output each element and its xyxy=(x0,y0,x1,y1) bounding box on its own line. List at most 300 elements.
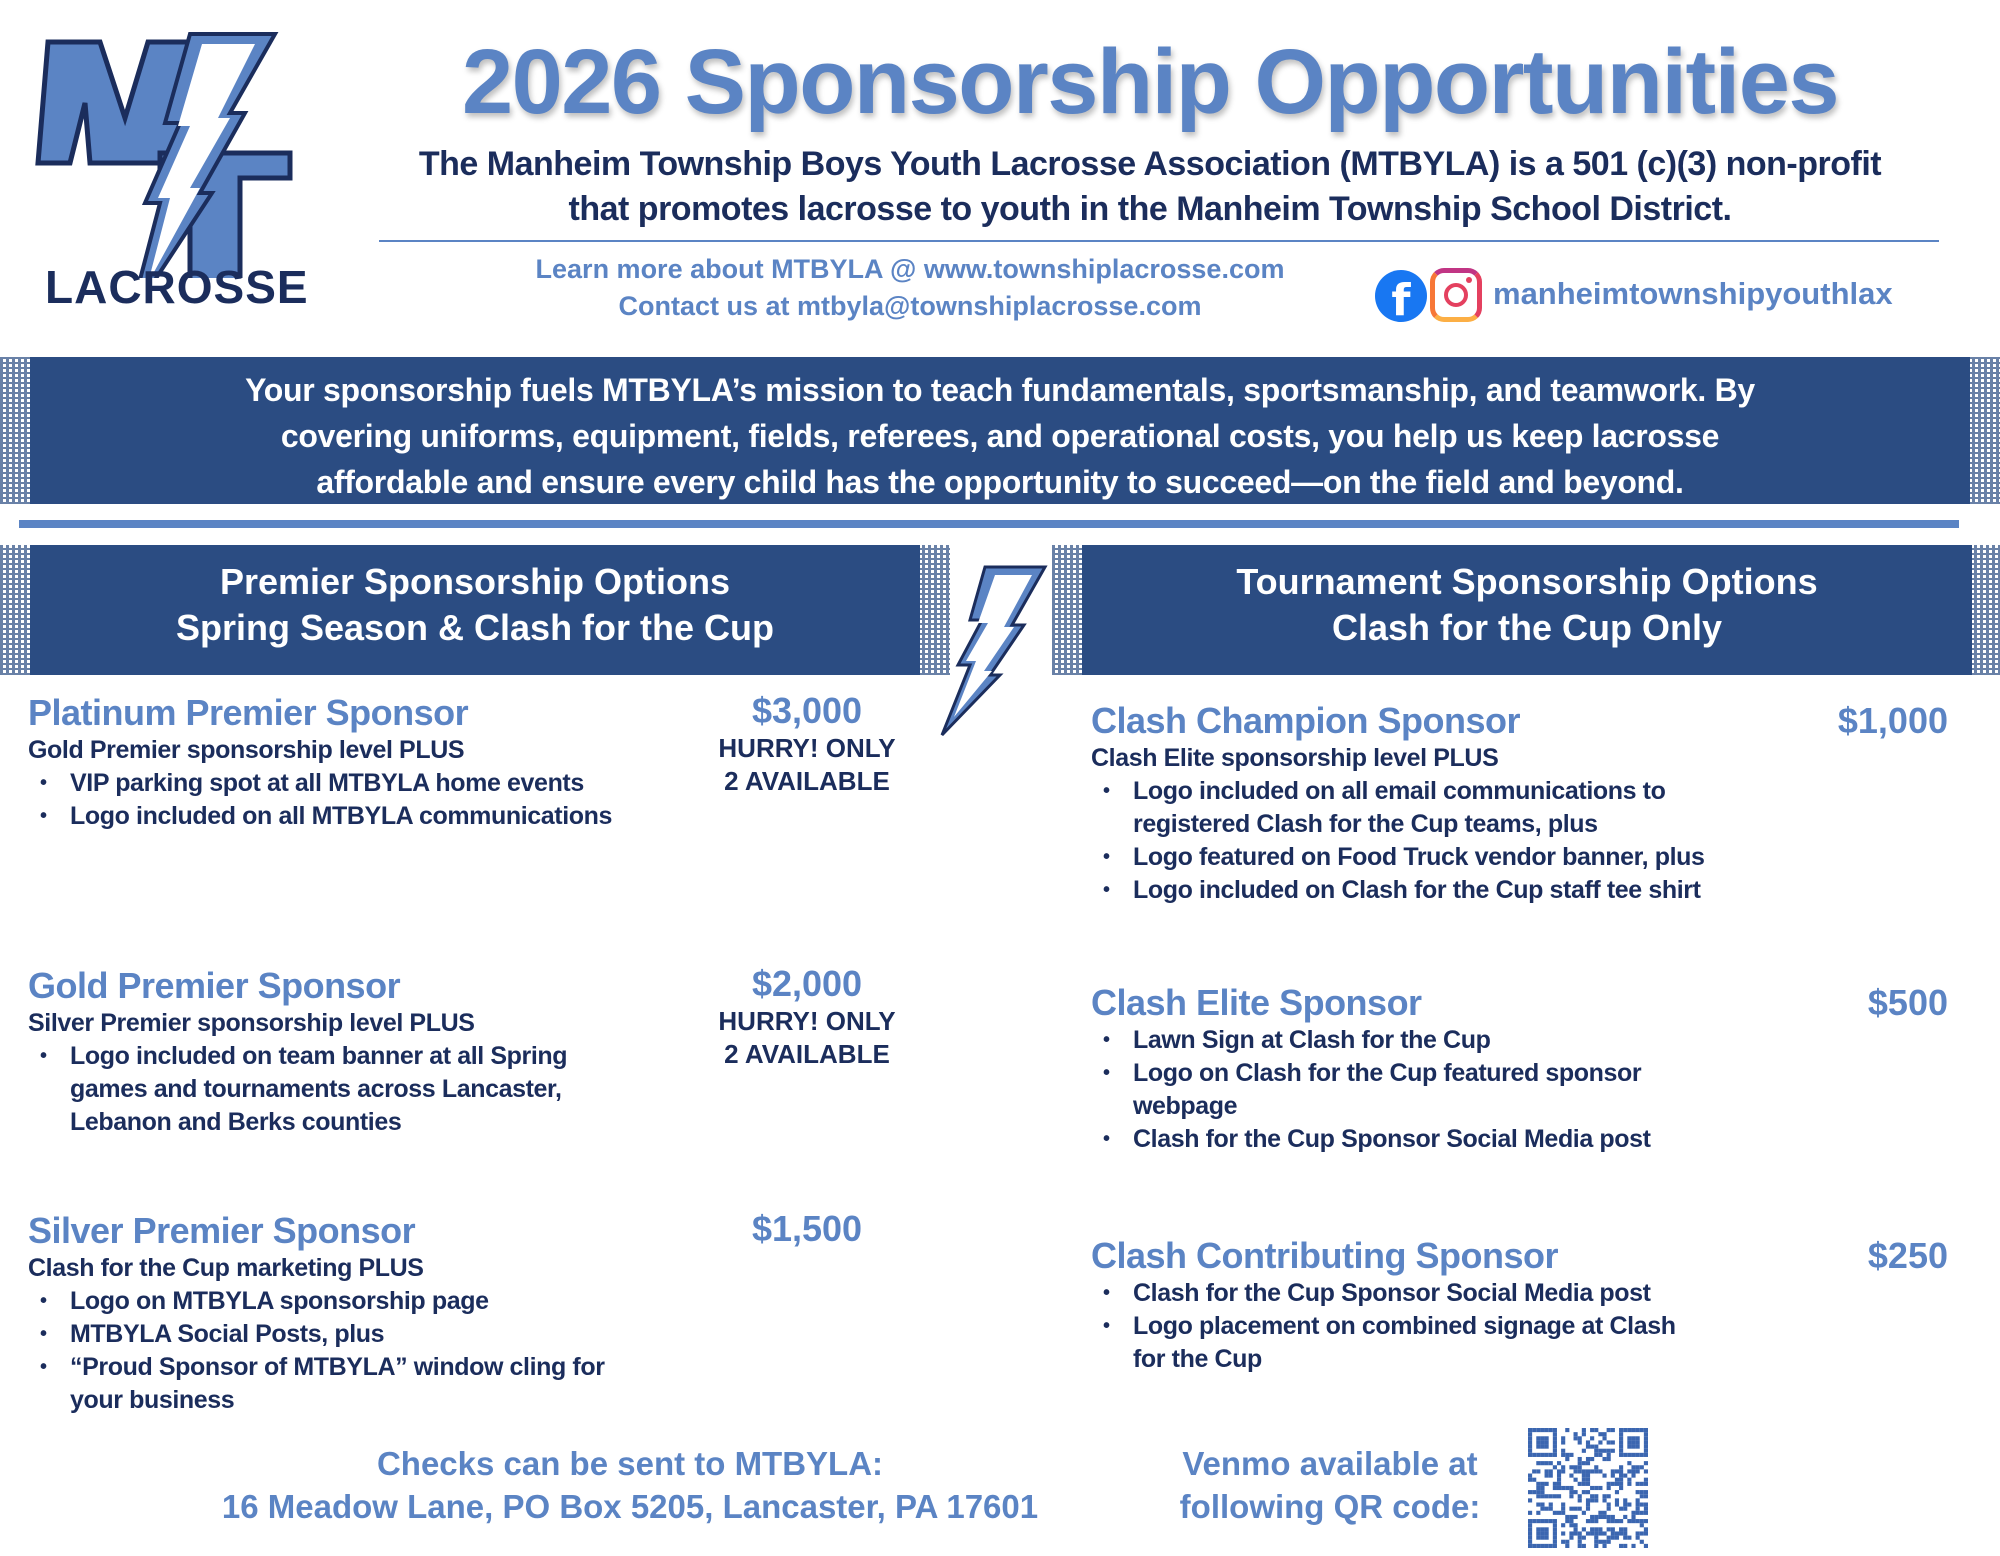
tier-base: Clash for the Cup marketing PLUS xyxy=(28,1254,424,1282)
venmo-line-2: following QR code: xyxy=(1179,1488,1481,1525)
premier-heading-line-1: Premier Sponsorship Options xyxy=(219,561,731,602)
qr-module xyxy=(1594,1544,1598,1548)
tier-title: Clash Elite Sponsor xyxy=(1091,982,1422,1023)
qr-module xyxy=(1540,1482,1544,1486)
qr-module xyxy=(1619,1440,1623,1444)
subtitle-line-2: that promotes lacrosse to youth in the Manheim Township School District. xyxy=(568,190,1732,228)
qr-module xyxy=(1586,1498,1590,1502)
qr-module xyxy=(1540,1527,1544,1531)
qr-module xyxy=(1545,1482,1549,1486)
qr-module xyxy=(1540,1440,1544,1444)
qr-module xyxy=(1578,1461,1582,1465)
qr-module xyxy=(1627,1428,1631,1432)
availability-note: HURRY! ONLY xyxy=(718,733,896,763)
qr-module xyxy=(1528,1536,1532,1540)
qr-module xyxy=(1644,1445,1648,1449)
qr-module xyxy=(1607,1540,1611,1544)
qr-module xyxy=(1598,1469,1602,1473)
checks-line-2: 16 Meadow Lane, PO Box 5205, Lancaster, PA 17601 xyxy=(221,1488,1039,1525)
tier-benefit: • Logo on Clash for the Cup featured sponsor xyxy=(1091,1057,1811,1090)
qr-module xyxy=(1644,1428,1648,1432)
qr-module xyxy=(1594,1515,1598,1519)
qr-module xyxy=(1640,1531,1644,1535)
qr-module xyxy=(1586,1507,1590,1511)
venmo-line-1: Venmo available at xyxy=(1182,1445,1478,1482)
qr-module xyxy=(1578,1507,1582,1511)
qr-module xyxy=(1640,1519,1644,1523)
tier-benefit: • Logo featured on Food Truck vendor banner, plus xyxy=(1091,841,1811,874)
qr-module xyxy=(1545,1428,1549,1432)
qr-module xyxy=(1536,1445,1540,1449)
qr-module xyxy=(1528,1474,1532,1478)
qr-module xyxy=(1594,1469,1598,1473)
qr-module xyxy=(1549,1469,1553,1473)
qr-module xyxy=(1631,1453,1635,1457)
tier-benefit: • Clash for the Cup Sponsor Social Media post xyxy=(1091,1123,1811,1156)
qr-module xyxy=(1640,1490,1644,1494)
qr-module xyxy=(1615,1531,1619,1535)
qr-module xyxy=(1540,1445,1544,1449)
qr-module xyxy=(1586,1519,1590,1523)
qr-module xyxy=(1545,1527,1549,1531)
qr-module xyxy=(1636,1531,1640,1535)
qr-module xyxy=(1602,1540,1606,1544)
qr-module xyxy=(1602,1474,1606,1478)
qr-module xyxy=(1611,1531,1615,1535)
qr-module xyxy=(1528,1519,1532,1523)
tier-base: Silver Premier sponsorship level PLUS xyxy=(28,1009,475,1037)
qr-module xyxy=(1627,1469,1631,1473)
qr-module xyxy=(1598,1432,1602,1436)
qr-module xyxy=(1565,1428,1569,1432)
qr-module xyxy=(1602,1515,1606,1519)
qr-module xyxy=(1574,1507,1578,1511)
qr-module xyxy=(1590,1494,1594,1498)
qr-module xyxy=(1557,1478,1561,1482)
qr-module xyxy=(1611,1515,1615,1519)
qr-module xyxy=(1602,1544,1606,1548)
mission-line-3: affordable and ensure every child has the opportunity to succeed—on the field and beyond. xyxy=(316,464,1684,500)
qr-module xyxy=(1644,1531,1648,1535)
qr-module xyxy=(1578,1469,1582,1473)
qr-module xyxy=(1536,1511,1540,1515)
tier-title: Gold Premier Sponsor xyxy=(28,965,401,1006)
qr-module xyxy=(1619,1432,1623,1436)
mt-lacrosse-logo xyxy=(30,28,309,318)
qr-module xyxy=(1590,1486,1594,1490)
qr-module xyxy=(1623,1527,1627,1531)
qr-module xyxy=(1623,1507,1627,1511)
qr-module xyxy=(1561,1453,1565,1457)
qr-module xyxy=(1545,1474,1549,1478)
qr-module xyxy=(1553,1436,1557,1440)
qr-module xyxy=(1644,1519,1648,1523)
qr-module xyxy=(1644,1544,1648,1548)
qr-module xyxy=(1636,1498,1640,1502)
clash-contributing-tier xyxy=(1091,1235,1811,1376)
qr-module xyxy=(1569,1494,1573,1498)
tier-benefit-continued: your business xyxy=(70,1386,235,1414)
qr-module xyxy=(1598,1531,1602,1535)
qr-module xyxy=(1532,1453,1536,1457)
qr-module xyxy=(1536,1428,1540,1432)
qr-module xyxy=(1569,1486,1573,1490)
qr-module xyxy=(1561,1486,1565,1490)
qr-module xyxy=(1532,1544,1536,1548)
qr-module xyxy=(1549,1507,1553,1511)
qr-module xyxy=(1602,1494,1606,1498)
qr-module xyxy=(1540,1494,1544,1498)
qr-module xyxy=(1619,1478,1623,1482)
qr-module xyxy=(1607,1527,1611,1531)
tier-benefit: • Logo included on all email communications to xyxy=(1091,775,1811,808)
tier-price: $2,000 xyxy=(751,963,863,1004)
qr-module xyxy=(1623,1453,1627,1457)
qr-module xyxy=(1574,1515,1578,1519)
contact-email-link[interactable]: Contact us at mtbyla@townshiplacrosse.com xyxy=(618,291,1202,321)
qr-module xyxy=(1557,1461,1561,1465)
qr-module xyxy=(1528,1544,1532,1548)
tier-benefit: • VIP parking spot at all MTBYLA home events xyxy=(28,767,688,800)
qr-module xyxy=(1549,1494,1553,1498)
qr-module xyxy=(1615,1490,1619,1494)
tier-price: $250 xyxy=(1867,1235,1948,1276)
qr-module xyxy=(1528,1440,1532,1444)
qr-module xyxy=(1644,1449,1648,1453)
qr-module xyxy=(1640,1511,1644,1515)
qr-module xyxy=(1631,1440,1635,1444)
qr-module xyxy=(1631,1515,1635,1519)
qr-module xyxy=(1602,1432,1606,1436)
qr-module xyxy=(1553,1465,1557,1469)
venmo-note xyxy=(1150,1442,1510,1528)
qr-module xyxy=(1631,1436,1635,1440)
qr-module xyxy=(1578,1440,1582,1444)
qr-module xyxy=(1586,1461,1590,1465)
qr-module xyxy=(1607,1515,1611,1519)
mission-line-2: covering uniforms, equipment, fields, referees, and operational costs, you help us keep lacrosse xyxy=(280,418,1720,454)
qr-module xyxy=(1565,1519,1569,1523)
qr-module xyxy=(1611,1449,1615,1453)
qr-module xyxy=(1590,1436,1594,1440)
qr-module xyxy=(1640,1502,1644,1506)
qr-module xyxy=(1607,1507,1611,1511)
qr-module xyxy=(1594,1486,1598,1490)
qr-module xyxy=(1582,1461,1586,1465)
tier-title: Clash Contributing Sponsor xyxy=(1091,1235,1558,1276)
tier-benefit-continued: games and tournaments across Lancaster, xyxy=(70,1075,562,1103)
qr-module xyxy=(1627,1536,1631,1540)
qr-module xyxy=(1586,1531,1590,1535)
qr-module xyxy=(1569,1519,1573,1523)
qr-module xyxy=(1598,1527,1602,1531)
qr-module xyxy=(1528,1449,1532,1453)
qr-module xyxy=(1623,1498,1627,1502)
tier-benefit-continued: registered Clash for the Cup teams, plus xyxy=(1133,810,1598,838)
qr-module xyxy=(1636,1440,1640,1444)
qr-module xyxy=(1582,1490,1586,1494)
qr-module xyxy=(1536,1436,1540,1440)
facebook-icon[interactable]: f xyxy=(1375,270,1427,322)
qr-module xyxy=(1561,1523,1565,1527)
qr-module xyxy=(1586,1482,1590,1486)
qr-module xyxy=(1636,1445,1640,1449)
qr-module xyxy=(1615,1478,1619,1482)
qr-module xyxy=(1549,1461,1553,1465)
social-handle-link[interactable]: manheimtownshipyouthlax xyxy=(1493,276,1893,311)
qr-module xyxy=(1557,1494,1561,1498)
qr-module xyxy=(1636,1436,1640,1440)
qr-module xyxy=(1611,1469,1615,1473)
qr-module xyxy=(1532,1469,1536,1473)
qr-module xyxy=(1540,1428,1544,1432)
qr-module xyxy=(1574,1469,1578,1473)
qr-module xyxy=(1611,1519,1615,1523)
instagram-icon[interactable] xyxy=(1430,268,1482,322)
qr-module xyxy=(1594,1494,1598,1498)
qr-module xyxy=(1607,1440,1611,1444)
qr-module xyxy=(1561,1465,1565,1469)
qr-module xyxy=(1586,1478,1590,1482)
qr-module xyxy=(1528,1428,1532,1432)
qr-module xyxy=(1619,1482,1623,1486)
tier-benefit: • “Proud Sponsor of MTBYLA” window cling for xyxy=(28,1351,708,1384)
qr-module xyxy=(1636,1519,1640,1523)
qr-module xyxy=(1602,1498,1606,1502)
lightning-bolt-icon xyxy=(940,565,1050,737)
qr-module xyxy=(1598,1515,1602,1519)
qr-module xyxy=(1540,1436,1544,1440)
qr-module xyxy=(1540,1519,1544,1523)
qr-module xyxy=(1619,1436,1623,1440)
qr-module xyxy=(1586,1445,1590,1449)
qr-module xyxy=(1586,1440,1590,1444)
qr-module xyxy=(1582,1544,1586,1548)
qr-module xyxy=(1578,1465,1582,1469)
qr-module xyxy=(1561,1449,1565,1453)
header-divider xyxy=(379,240,1939,242)
qr-module xyxy=(1574,1465,1578,1469)
qr-module xyxy=(1627,1436,1631,1440)
qr-module xyxy=(1607,1494,1611,1498)
qr-module xyxy=(1594,1531,1598,1535)
qr-module xyxy=(1607,1482,1611,1486)
qr-module xyxy=(1615,1469,1619,1473)
qr-module xyxy=(1553,1445,1557,1449)
qr-module xyxy=(1545,1461,1549,1465)
venmo-qr-code-icon[interactable] xyxy=(1528,1428,1648,1548)
tier-benefit: • Logo on MTBYLA sponsorship page xyxy=(28,1285,708,1318)
qr-module xyxy=(1561,1502,1565,1506)
qr-module xyxy=(1636,1502,1640,1506)
tier-benefit: • Logo included on all MTBYLA communications xyxy=(28,800,688,833)
qr-module xyxy=(1615,1536,1619,1540)
logo-text: LACROSSE xyxy=(45,261,309,313)
qr-module xyxy=(1545,1445,1549,1449)
qr-module xyxy=(1565,1540,1569,1544)
qr-module xyxy=(1553,1523,1557,1527)
qr-module xyxy=(1594,1527,1598,1531)
qr-module xyxy=(1627,1482,1631,1486)
clash-elite-tier xyxy=(1091,982,1811,1156)
qr-module xyxy=(1590,1515,1594,1519)
qr-module xyxy=(1619,1519,1623,1523)
qr-module xyxy=(1636,1453,1640,1457)
qr-module xyxy=(1615,1519,1619,1523)
qr-module xyxy=(1574,1527,1578,1531)
qr-module xyxy=(1636,1469,1640,1473)
qr-module xyxy=(1594,1453,1598,1457)
qr-module xyxy=(1619,1474,1623,1478)
qr-module xyxy=(1536,1519,1540,1523)
qr-module xyxy=(1557,1486,1561,1490)
learn-more-link[interactable]: Learn more about MTBYLA @ www.townshiplacrosse.com xyxy=(535,254,1285,284)
qr-module xyxy=(1623,1531,1627,1535)
qr-module xyxy=(1536,1486,1540,1490)
qr-module xyxy=(1569,1507,1573,1511)
qr-module xyxy=(1640,1540,1644,1544)
qr-module xyxy=(1598,1540,1602,1544)
qr-module xyxy=(1602,1449,1606,1453)
qr-module xyxy=(1549,1453,1553,1457)
tier-price: $500 xyxy=(1867,982,1948,1023)
qr-module xyxy=(1627,1445,1631,1449)
qr-module xyxy=(1545,1469,1549,1473)
premier-section-header xyxy=(30,545,920,675)
qr-module xyxy=(1536,1469,1540,1473)
qr-module xyxy=(1553,1440,1557,1444)
qr-module xyxy=(1582,1478,1586,1482)
qr-module xyxy=(1619,1531,1623,1535)
qr-module xyxy=(1607,1502,1611,1506)
qr-module xyxy=(1611,1474,1615,1478)
qr-module xyxy=(1574,1490,1578,1494)
tier-benefit: • Logo placement on combined signage at Clash xyxy=(1091,1310,1811,1343)
qr-module xyxy=(1619,1465,1623,1469)
qr-module xyxy=(1636,1511,1640,1515)
qr-module xyxy=(1615,1482,1619,1486)
qr-module xyxy=(1623,1502,1627,1506)
qr-module xyxy=(1594,1540,1598,1544)
tier-benefit: • Lawn Sign at Clash for the Cup xyxy=(1091,1024,1811,1057)
qr-module xyxy=(1582,1469,1586,1473)
qr-module xyxy=(1582,1432,1586,1436)
qr-module xyxy=(1607,1519,1611,1523)
qr-module xyxy=(1569,1523,1573,1527)
qr-module xyxy=(1640,1465,1644,1469)
qr-module xyxy=(1590,1428,1594,1432)
qr-module xyxy=(1640,1428,1644,1432)
qr-module xyxy=(1536,1461,1540,1465)
qr-module xyxy=(1545,1544,1549,1548)
qr-module xyxy=(1590,1519,1594,1523)
qr-module xyxy=(1536,1453,1540,1457)
qr-module xyxy=(1578,1494,1582,1498)
qr-module xyxy=(1557,1474,1561,1478)
qr-module xyxy=(1578,1457,1582,1461)
qr-module xyxy=(1623,1428,1627,1432)
qr-module xyxy=(1532,1478,1536,1482)
qr-module xyxy=(1640,1523,1644,1527)
qr-module xyxy=(1586,1490,1590,1494)
qr-module xyxy=(1569,1453,1573,1457)
qr-module xyxy=(1627,1478,1631,1482)
qr-module xyxy=(1528,1540,1532,1544)
mt-lightning-logo-icon xyxy=(30,28,300,278)
qr-module xyxy=(1636,1465,1640,1469)
availability-note: 2 AVAILABLE xyxy=(724,766,890,796)
qr-module xyxy=(1578,1544,1582,1548)
qr-module xyxy=(1631,1474,1635,1478)
qr-module xyxy=(1569,1515,1573,1519)
qr-module xyxy=(1545,1436,1549,1440)
qr-module xyxy=(1561,1440,1565,1444)
qr-module xyxy=(1644,1436,1648,1440)
qr-module xyxy=(1644,1469,1648,1473)
qr-module xyxy=(1586,1457,1590,1461)
qr-module xyxy=(1586,1474,1590,1478)
qr-module xyxy=(1602,1531,1606,1535)
subtitle-line-1: The Manheim Township Boys Youth Lacrosse Association (MTBYLA) is a 501 (c)(3) non-profit xyxy=(418,145,1882,183)
qr-module xyxy=(1594,1449,1598,1453)
qr-module xyxy=(1636,1536,1640,1540)
qr-module xyxy=(1553,1544,1557,1548)
qr-module xyxy=(1553,1432,1557,1436)
page-title: 2026 Sponsorship Opportunities xyxy=(461,31,1839,133)
qr-module xyxy=(1553,1486,1557,1490)
qr-module xyxy=(1574,1531,1578,1535)
qr-module xyxy=(1602,1511,1606,1515)
qr-module xyxy=(1528,1453,1532,1457)
qr-module xyxy=(1545,1536,1549,1540)
tier-price: $1,000 xyxy=(1837,700,1948,741)
qr-module xyxy=(1631,1511,1635,1515)
qr-module xyxy=(1545,1519,1549,1523)
qr-module xyxy=(1528,1478,1532,1482)
qr-module xyxy=(1586,1502,1590,1506)
qr-module xyxy=(1631,1465,1635,1469)
qr-module xyxy=(1631,1445,1635,1449)
qr-module xyxy=(1611,1440,1615,1444)
qr-module xyxy=(1607,1449,1611,1453)
qr-module xyxy=(1532,1428,1536,1432)
tier-base: Gold Premier sponsorship level PLUS xyxy=(28,736,465,764)
qr-module xyxy=(1565,1515,1569,1519)
qr-module xyxy=(1578,1531,1582,1535)
gold-premier-tier xyxy=(28,965,688,1139)
qr-module xyxy=(1528,1445,1532,1449)
tier-price: $3,000 xyxy=(751,690,863,731)
qr-module xyxy=(1619,1449,1623,1453)
qr-module xyxy=(1540,1490,1544,1494)
qr-module xyxy=(1590,1498,1594,1502)
qr-module xyxy=(1557,1469,1561,1473)
tier-benefit: • Clash for the Cup Sponsor Social Media post xyxy=(1091,1277,1811,1310)
checks-address xyxy=(180,1442,1080,1528)
qr-module xyxy=(1549,1502,1553,1506)
qr-module xyxy=(1607,1486,1611,1490)
qr-module xyxy=(1553,1527,1557,1531)
qr-module xyxy=(1644,1511,1648,1515)
qr-module xyxy=(1598,1449,1602,1453)
qr-module xyxy=(1590,1531,1594,1535)
qr-module xyxy=(1553,1531,1557,1535)
qr-module xyxy=(1619,1428,1623,1432)
qr-module xyxy=(1565,1453,1569,1457)
qr-module xyxy=(1545,1494,1549,1498)
qr-module xyxy=(1540,1486,1544,1490)
platinum-price-block xyxy=(707,690,907,798)
